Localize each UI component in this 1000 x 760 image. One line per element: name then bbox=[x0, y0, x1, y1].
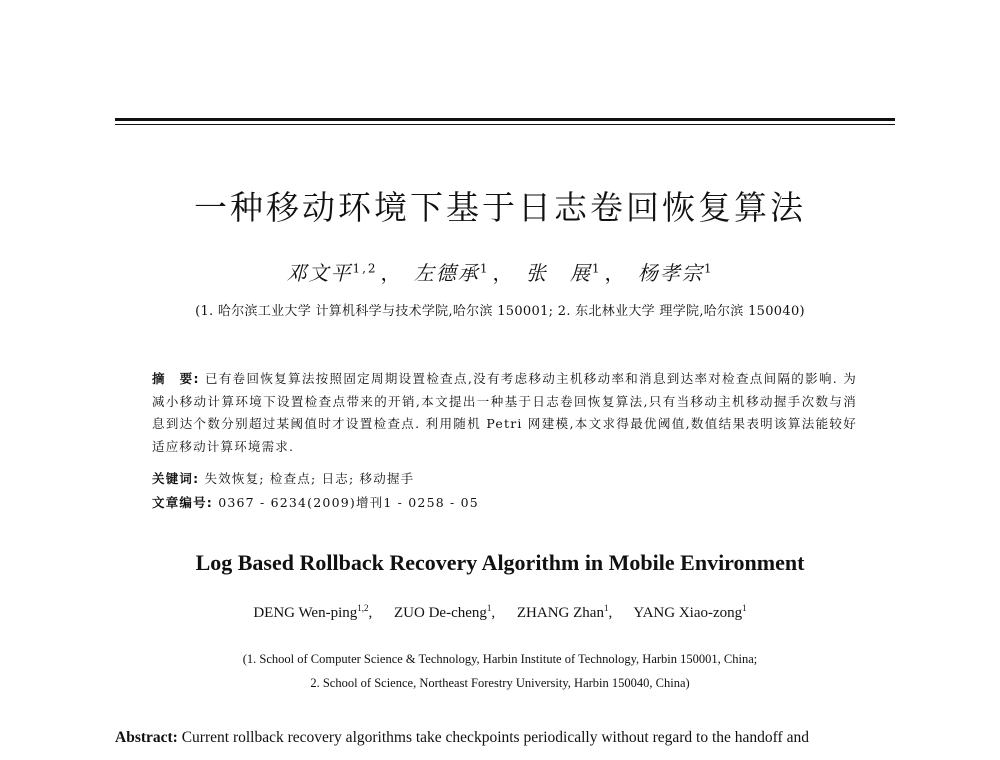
en-author-3: ZHANG Zhan$^1$ bbox=[516, 603, 609, 621]
article-number bbox=[152, 493, 479, 511]
cn-author-3: 张 展$^1$ bbox=[525, 261, 602, 285]
chinese-authors bbox=[0, 257, 1000, 286]
cn-author-2: 左德承$^1$ bbox=[413, 261, 490, 285]
chinese-keywords bbox=[152, 469, 414, 487]
article-number-label: 文章编号: bbox=[152, 495, 213, 510]
english-title: Log Based Rollback Recovery Algorithm in Mobile Environment bbox=[195, 550, 805, 575]
english-authors: DENG Wen-ping$^{1,2}$, ZUO De-cheng$^1$, ZHANG Zhan$^1$, YANG Xiao-zong$^1$ bbox=[253, 603, 747, 621]
english-abstract bbox=[115, 725, 895, 751]
cn-author-separator: ， bbox=[492, 261, 515, 285]
english-abstract-text: Current rollback recovery algorithms take checkpoints periodically without regard to the handoff and bbox=[181, 729, 809, 746]
chinese-title: 一种移动环境下基于日志卷回恢复算法 bbox=[194, 188, 806, 227]
chinese-affiliation: (1. 哈尔滨工业大学 计算机科学与技术学院,哈尔滨 150001; 2. 东北林业大学 理学院,哈尔滨 150040) bbox=[195, 304, 805, 319]
en-author-4: YANG Xiao-zong$^1$ bbox=[633, 603, 747, 621]
keywords-text: 失效恢复; 检查点; 日志; 移动握手 bbox=[204, 471, 415, 486]
chinese-abstract-text: 已有卷回恢复算法按照固定周期设置检查点,没有考虑移动主机移动率和消息到达率对检查点间隔的影响. 为减小移动计算环境下设置检查点带来的开销,本文提出一种基于日志卷回恢复算法,只有当移动主机移动握手次数与消息到达个数分别超过某阈值时才设置检查点. 利用随机 Petri 网建模,本文求得最优阈值,数值结果表明该算法能较好适应移动计算环境需求. bbox=[152, 371, 857, 454]
cn-author-1: 邓文平$^{1,2}$ bbox=[286, 261, 378, 285]
header-rule-thick bbox=[115, 118, 895, 121]
english-affiliation-line-1: (1. School of Computer Science & Technology, Harbin Institute of Technology, Harbin 150001, China; bbox=[242, 652, 758, 666]
chinese-abstract bbox=[152, 368, 857, 458]
english-affiliation-line-2: 2. School of Science, Northeast Forestry University, Harbin 150040, China) bbox=[310, 676, 690, 690]
chinese-abstract-label: 摘 要: bbox=[152, 371, 200, 386]
en-author-2: ZUO De-cheng$^1$ bbox=[394, 603, 492, 621]
keywords-label: 关键词: bbox=[152, 471, 200, 486]
english-abstract-label: Abstract: bbox=[115, 729, 178, 746]
cn-author-separator: ， bbox=[380, 261, 403, 285]
en-author-1: DENG Wen-ping$^{1,2}$ bbox=[253, 603, 369, 621]
article-number-value: 0367 - 6234(2009)增刊1 - 0258 - 05 bbox=[218, 495, 479, 510]
cn-author-separator: ， bbox=[604, 261, 627, 285]
cn-author-4: 杨孝宗$^1$ bbox=[637, 261, 714, 285]
header-rule-thin bbox=[115, 124, 895, 125]
